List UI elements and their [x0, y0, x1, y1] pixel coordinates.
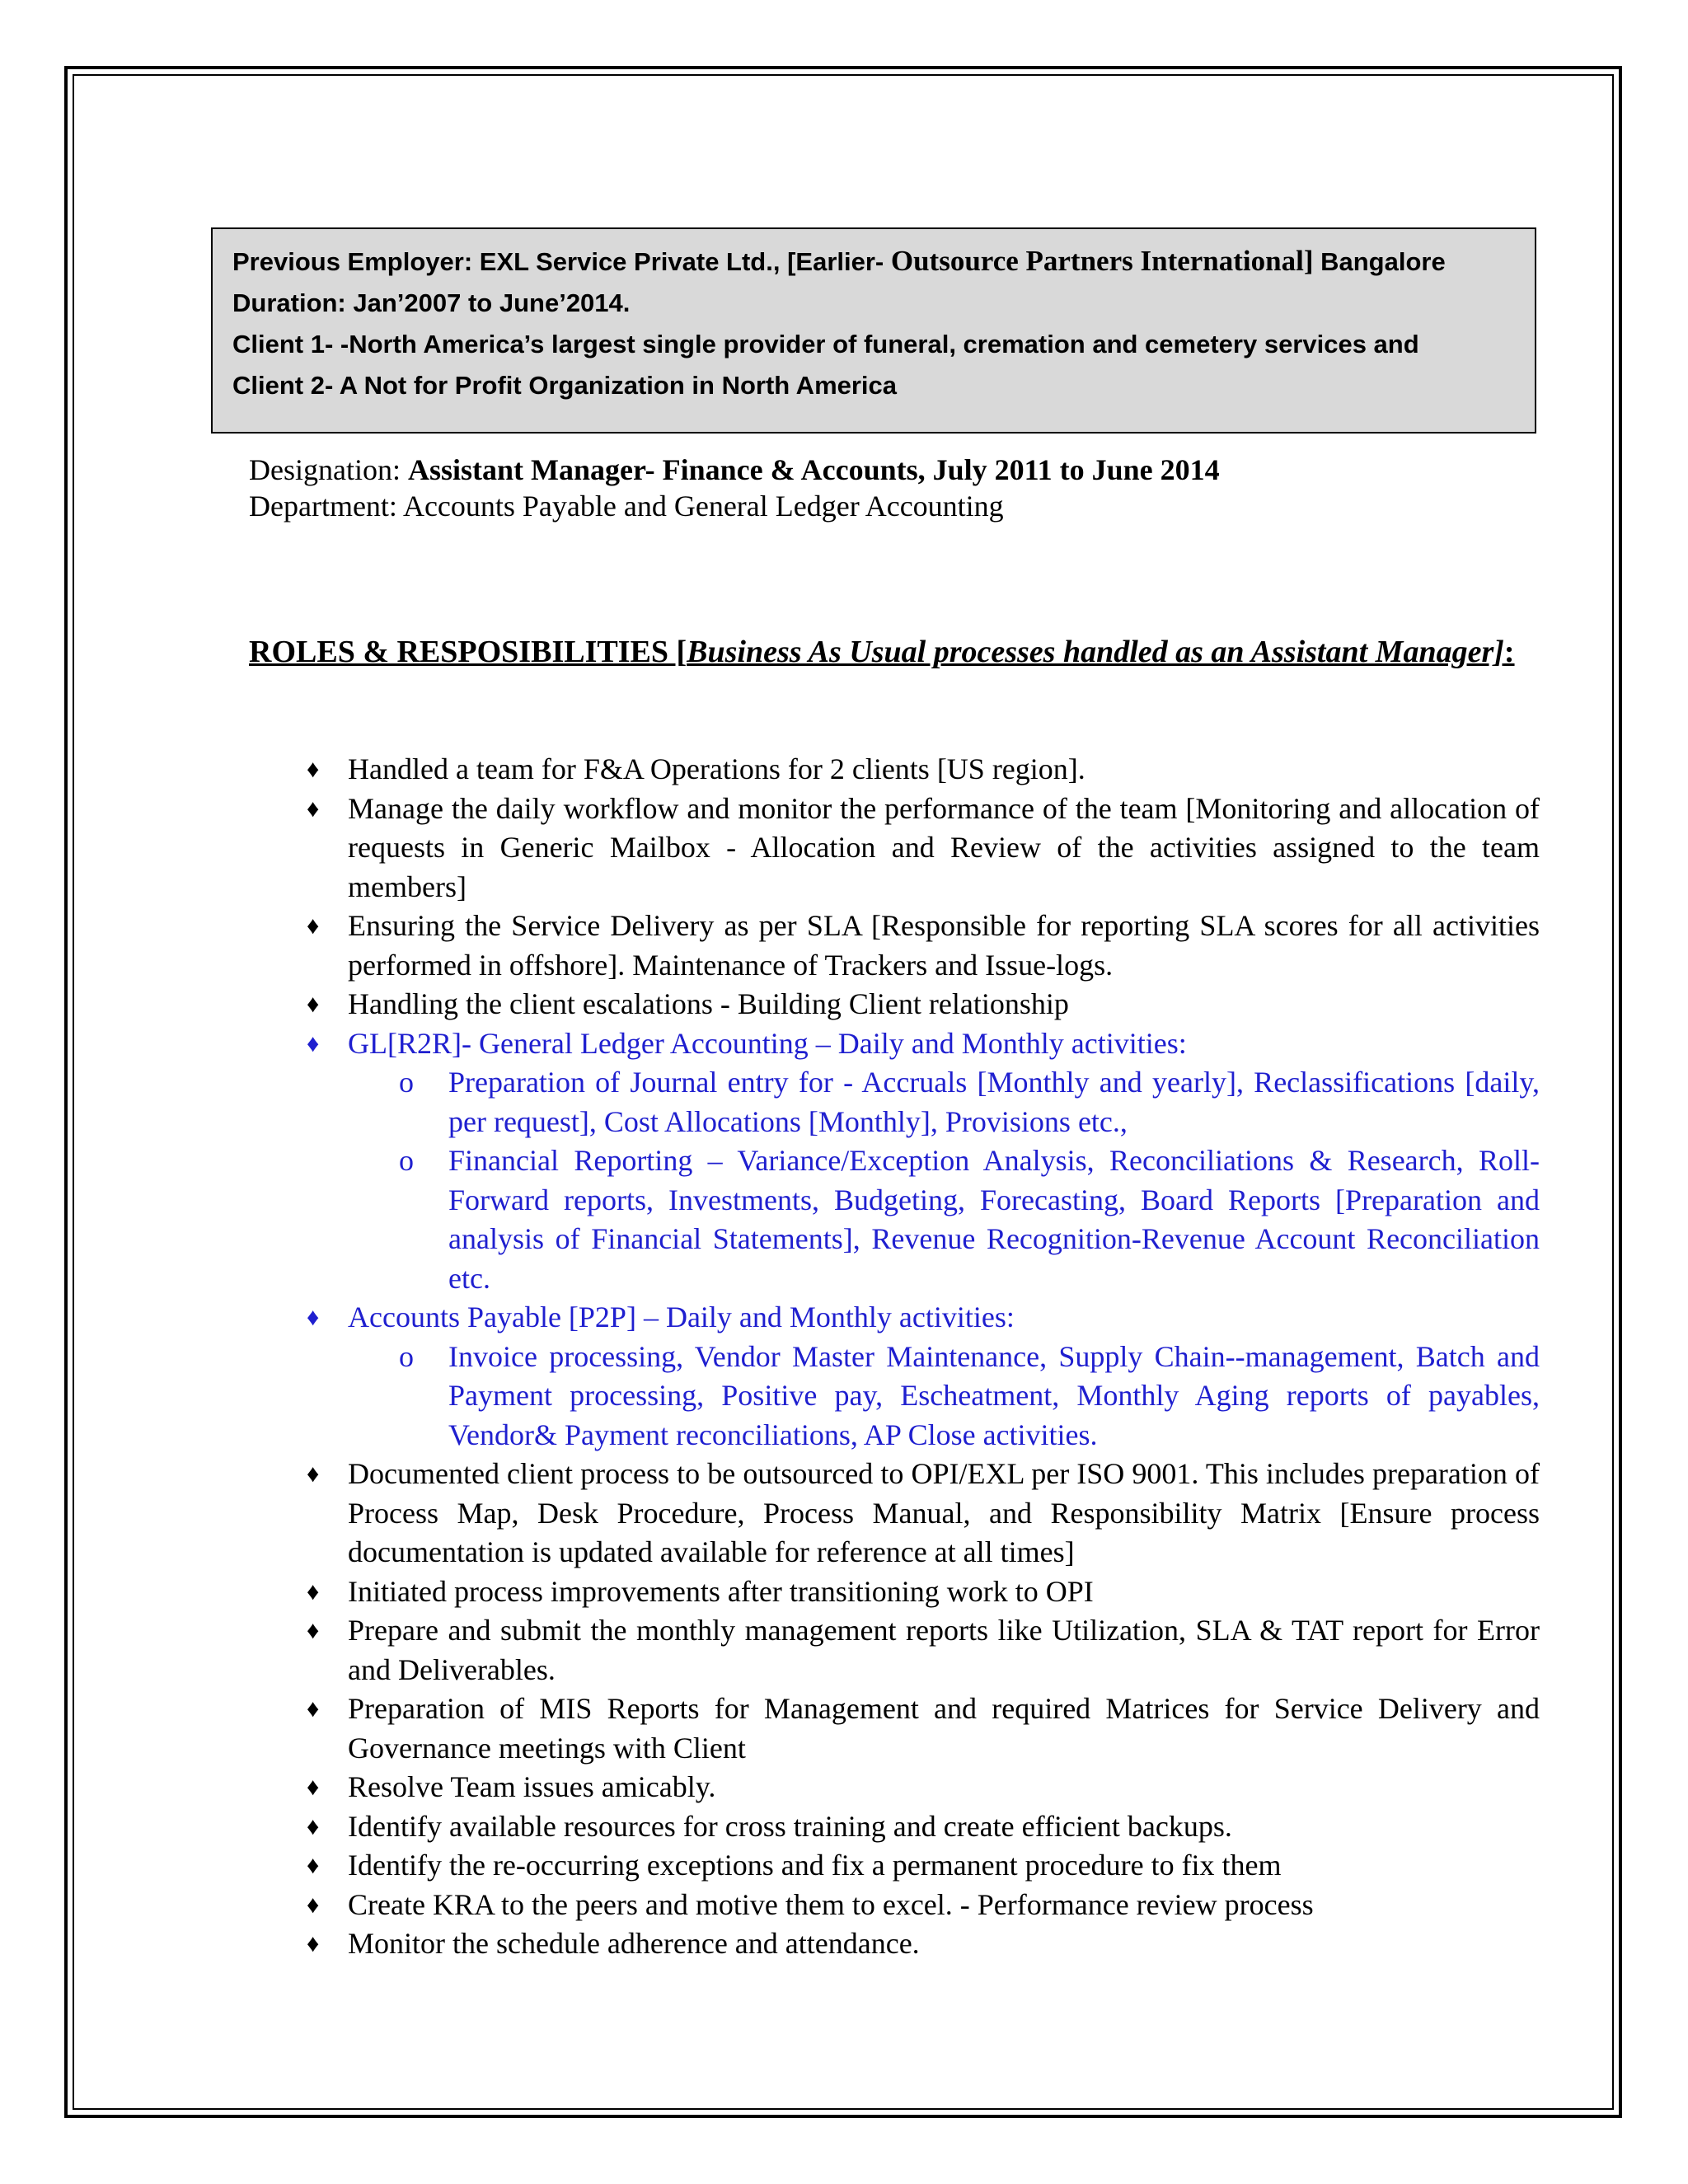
- list-item: [249, 1611, 1540, 1690]
- list-item: [249, 907, 1540, 985]
- circle-bullet-icon: o: [399, 1339, 414, 1373]
- list-item-gl: [249, 1024, 1540, 1299]
- list-item-text: Create KRA to the peers and motive them to excel. - Performance review process: [348, 1887, 1314, 1921]
- diamond-bullet-icon: ♦: [307, 1029, 320, 1057]
- diamond-bullet-icon: ♦: [307, 991, 320, 1018]
- sub-list-item: [348, 1063, 1540, 1141]
- diamond-bullet-icon: ♦: [307, 1695, 320, 1722]
- sub-list-item: [348, 1141, 1540, 1298]
- roles-heading-main: ROLES & RESPOSIBILITIES [: [249, 635, 687, 669]
- diamond-bullet-icon: ♦: [307, 1930, 320, 1957]
- diamond-bullet-icon: ♦: [307, 1774, 320, 1801]
- list-item: [249, 1690, 1540, 1768]
- list-item-text: Initiated process improvements after transitioning work to OPI: [348, 1574, 1094, 1608]
- roles-heading: [249, 631, 1540, 673]
- diamond-bullet-icon: ♦: [307, 1852, 320, 1879]
- designation-line: [249, 452, 1220, 488]
- employer-prefix: Previous Employer: EXL Service Private Ltd., [Earlier-: [232, 247, 891, 276]
- list-item-text: Handled a team for F&A Operations for 2 clients [US region].: [348, 752, 1085, 785]
- diamond-bullet-icon: ♦: [307, 1891, 320, 1919]
- list-item: [249, 1572, 1540, 1612]
- employer-info-box: [211, 227, 1536, 434]
- diamond-bullet-icon: ♦: [307, 1617, 320, 1644]
- sub-list-item-text: Invoice processing, Vendor Master Maintenance, Supply Chain--management, Batch and Payment processing, Positive pay, Escheatment, Monthly Aging reports of payables, Vendor& Payment reconciliations, AP Close activities.: [448, 1339, 1540, 1451]
- roles-heading-italic: Business As Usual processes handled as an Assistant Manager]: [687, 635, 1504, 669]
- list-item: [249, 1846, 1540, 1886]
- diamond-bullet-icon: ♦: [307, 912, 320, 940]
- department-line: Department: Accounts Payable and General Ledger Accounting: [249, 490, 1004, 523]
- list-item: [249, 1886, 1540, 1925]
- list-item-text: Manage the daily workflow and monitor the performance of the team [Monitoring and allocation of requests in Generic Mailbox - Allocation and Review of the activities assigned to the team members]: [348, 791, 1540, 903]
- list-item-text: Ensuring the Service Delivery as per SLA [Responsible for reporting SLA scores for all activities performed in offshore]. Maintenance of Trackers and Issue-logs.: [348, 909, 1540, 982]
- diamond-bullet-icon: ♦: [307, 756, 320, 783]
- list-item: [249, 1768, 1540, 1807]
- diamond-bullet-icon: ♦: [307, 1460, 320, 1488]
- sub-list-item-text: Preparation of Journal entry for - Accruals [Monthly and yearly], Reclassifications [daily, per request], Cost Allocations [Monthly], Provisions etc.,: [448, 1066, 1540, 1138]
- client1-line: Client 1- -North America’s largest single provider of funeral, cremation and cemetery services and: [232, 330, 1419, 359]
- circle-bullet-icon: o: [399, 1144, 414, 1177]
- list-item: [249, 1455, 1540, 1572]
- list-item-text: Preparation of MIS Reports for Management and required Matrices for Service Delivery and Governance meetings with Client: [348, 1692, 1540, 1765]
- sub-list-item-text: Financial Reporting – Variance/Exception Analysis, Reconciliations & Research, Roll-Forward reports, Investments, Budgeting, Forecasting, Board Reports [Preparation and analysis of Financial Statements], Revenue Recognition-Revenue Account Reconciliation etc.: [448, 1144, 1540, 1295]
- list-item-ap: [249, 1298, 1540, 1455]
- list-item-text: Resolve Team issues amicably.: [348, 1770, 716, 1803]
- list-item-text: Identify the re-occurring exceptions and fix a permanent procedure to fix them: [348, 1849, 1282, 1882]
- circle-bullet-icon: o: [399, 1066, 414, 1099]
- list-item-text: Accounts Payable [P2P] – Daily and Monthly activities:: [348, 1301, 1015, 1333]
- employer-company: Outsource Partners International]: [890, 245, 1314, 277]
- designation-value: Assistant Manager- Finance & Accounts, July 2011 to June 2014: [407, 453, 1220, 486]
- designation-label: Designation:: [249, 453, 408, 486]
- diamond-bullet-icon: ♦: [307, 1304, 320, 1331]
- list-item-text: Prepare and submit the monthly management reports like Utilization, SLA & TAT report for Error and Deliverables.: [348, 1614, 1540, 1686]
- gl-sub-list: [348, 1063, 1540, 1298]
- diamond-bullet-icon: ♦: [307, 794, 320, 823]
- list-item: [249, 1924, 1540, 1964]
- list-item: [249, 750, 1540, 790]
- duration-line: Duration: Jan’2007 to June’2014.: [232, 288, 631, 317]
- list-item-text: GL[R2R]- General Ledger Accounting – Daily and Monthly activities:: [348, 1026, 1187, 1060]
- diamond-bullet-icon: ♦: [307, 1812, 320, 1840]
- list-item-text: Monitor the schedule adherence and attendance.: [348, 1927, 920, 1960]
- diamond-bullet-icon: ♦: [307, 1577, 320, 1605]
- roles-heading-colon: :: [1503, 635, 1515, 669]
- designation-block: [249, 452, 1220, 524]
- list-item: [249, 1807, 1540, 1847]
- sub-list-item: [348, 1338, 1540, 1455]
- list-item-text: Handling the client escalations - Building Client relationship: [348, 987, 1069, 1020]
- client2-line: Client 2- A Not for Profit Organization in North America: [232, 371, 898, 400]
- list-item-text: Identify available resources for cross training and create efficient backups.: [348, 1809, 1232, 1843]
- list-item: [249, 790, 1540, 907]
- employer-location: Bangalore: [1313, 247, 1446, 276]
- ap-sub-list: [348, 1338, 1540, 1455]
- employer-line: [232, 241, 1535, 283]
- list-item-text: Documented client process to be outsourced to OPI/EXL per ISO 9001. This includes preparation of Process Map, Desk Procedure, Process Manual, and Responsibility Matrix [Ensure process documentation is updated available for reference at all times]: [348, 1457, 1540, 1568]
- roles-list: [249, 750, 1540, 1964]
- list-item: [249, 985, 1540, 1024]
